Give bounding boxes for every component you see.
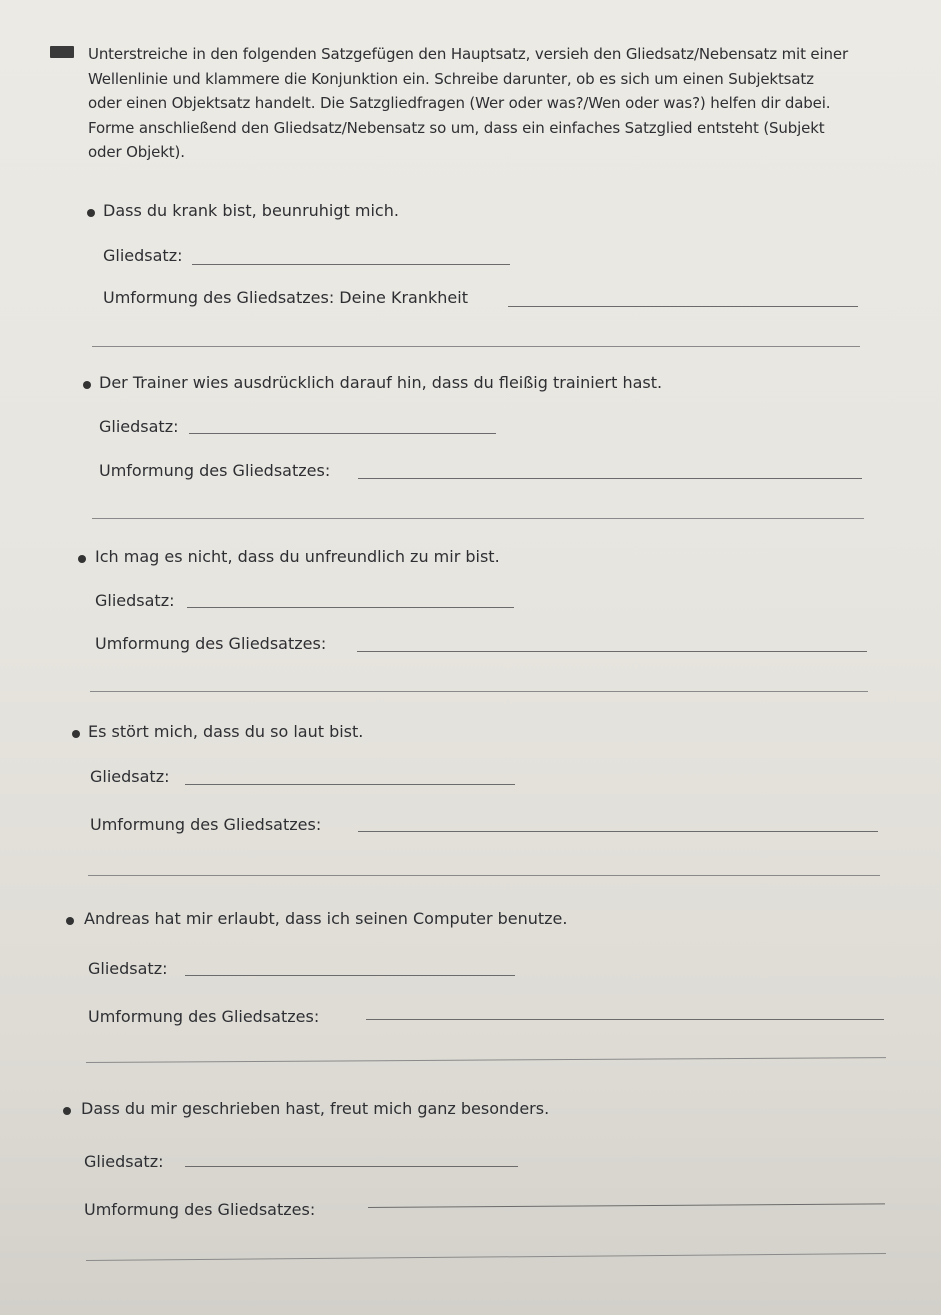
umformung-label: Umformung des Gliedsatzes: — [99, 461, 331, 480]
bullet-icon — [66, 917, 74, 925]
umformung-answer-line[interactable] — [358, 831, 878, 832]
umformung-label: Umformung des Gliedsatzes: Deine Krankheit — [103, 288, 468, 307]
gliedsatz-answer-line[interactable] — [189, 433, 496, 434]
extra-answer-line[interactable] — [90, 691, 868, 692]
extra-answer-line[interactable] — [86, 1253, 886, 1261]
extra-answer-line[interactable] — [86, 1057, 886, 1063]
gliedsatz-answer-line[interactable] — [185, 975, 515, 976]
gliedsatz-answer-line[interactable] — [185, 784, 515, 785]
umformung-label: Umformung des Gliedsatzes: — [95, 634, 327, 653]
gliedsatz-label: Gliedsatz: — [88, 959, 168, 978]
umformung-label: Umformung des Gliedsatzes: — [90, 815, 322, 834]
exercise-sentence: Der Trainer wies ausdrücklich darauf hin, dass du fleißig trainiert hast. — [99, 373, 663, 392]
gliedsatz-label: Gliedsatz: — [95, 591, 175, 610]
bullet-icon — [78, 555, 86, 563]
bullet-icon — [72, 730, 80, 738]
gliedsatz-label: Gliedsatz: — [103, 246, 183, 265]
umformung-answer-line[interactable] — [357, 651, 867, 652]
exercise-sentence: Dass du mir geschrieben hast, freut mich ganz besonders. — [81, 1099, 550, 1118]
bullet-icon — [63, 1107, 71, 1115]
exercise-sentence: Andreas hat mir erlaubt, dass ich seinen Computer benutze. — [84, 909, 568, 928]
umformung-answer-line[interactable] — [368, 1203, 885, 1208]
gliedsatz-label: Gliedsatz: — [84, 1152, 164, 1171]
umformung-answer-line[interactable] — [508, 306, 858, 307]
task-instructions: Unterstreiche in den folgenden Satzgefügen den Hauptsatz, versieh den Gliedsatz/Nebensatz mit einer Wellenlinie und klammere die Konjunktion ein. Schreibe darunter, ob es sich um einen Subjektsatz oder einen Objektsatz handelt. Die Satzgliedfragen (Wer oder was?/Wen oder was?) helfen dir dabei. Forme anschließend den Gliedsatz/Nebensatz so um, dass ein einfaches Satzglied entsteht (Subjekt oder Objekt). — [88, 45, 848, 161]
gliedsatz-label: Gliedsatz: — [99, 417, 179, 436]
exercise-sentence: Ich mag es nicht, dass du unfreundlich zu mir bist. — [95, 547, 500, 566]
exercise-sentence: Dass du krank bist, beunruhigt mich. — [103, 201, 399, 220]
umformung-answer-line[interactable] — [366, 1019, 884, 1020]
extra-answer-line[interactable] — [92, 346, 860, 347]
bullet-icon — [83, 381, 91, 389]
task-marker-icon — [50, 46, 74, 58]
gliedsatz-answer-line[interactable] — [187, 607, 514, 608]
exercise-sentence: Es stört mich, dass du so laut bist. — [88, 722, 364, 741]
extra-answer-line[interactable] — [88, 875, 880, 876]
extra-answer-line[interactable] — [92, 518, 864, 519]
umformung-label: Umformung des Gliedsatzes: — [84, 1200, 316, 1219]
gliedsatz-answer-line[interactable] — [185, 1166, 518, 1167]
gliedsatz-label: Gliedsatz: — [90, 767, 170, 786]
gliedsatz-answer-line[interactable] — [192, 264, 510, 265]
umformung-label: Umformung des Gliedsatzes: — [88, 1007, 320, 1026]
bullet-icon — [87, 209, 95, 217]
umformung-answer-line[interactable] — [358, 478, 862, 479]
